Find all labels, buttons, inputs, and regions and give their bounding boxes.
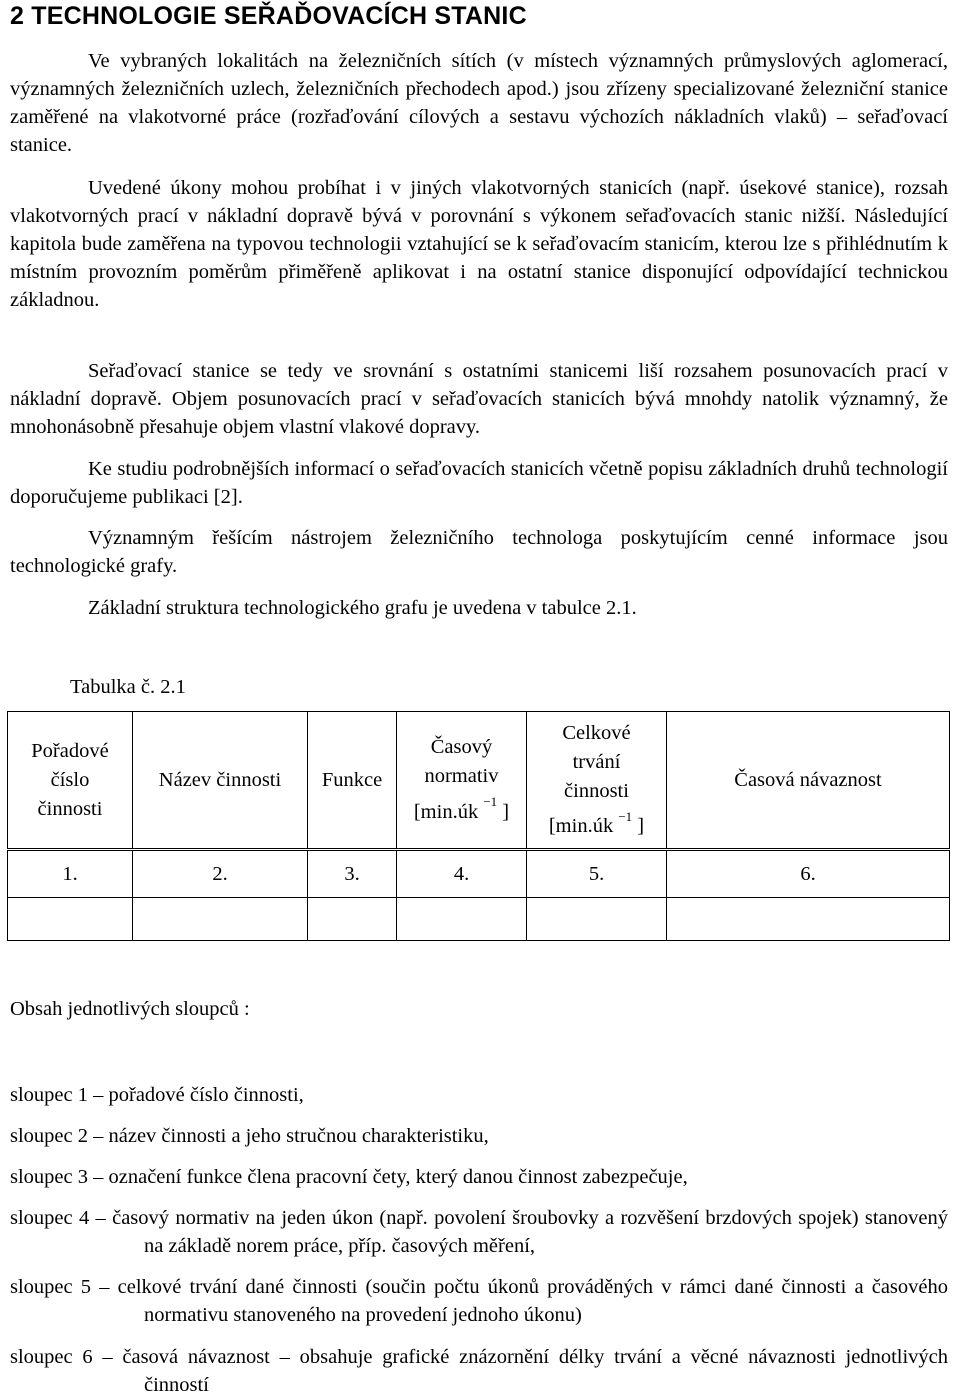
header-time-norm: Časový normativ [min.úk $^{-1}$ ] [397,712,527,850]
unit-min-per-action: [min.úk $^{-1}$ ] [413,794,510,823]
paragraph-graphs: Významným řešícím nástrojem železničního technologa poskytujícím cenné informace jsou technologické grafy. [10,527,948,577]
list-item: sloupec 2 – název činnosti a jeho stručnou charakteristiku, [10,1125,489,1147]
columns-section-title: Obsah jednotlivých sloupců : [10,998,250,1020]
list-item: sloupec 5 – celkové trvání dané činnosti (součin počtu úkonů prováděných v rámci dané činnosti a časového normativu stanoveného na provedení jednoho úkonu) [10,1276,948,1326]
paragraph-shunting-volume: Seřaďovací stanice se tedy ve srovnání s ostatními stanicemi liší rozsahem posunovacích prací v nákladní dopravě. Objem posunovacích prací v seřaďovacích stanicích bývá mnohdy natolik významný, že mnohonásobně přesahuje objem vlastní vlakové dopravy. [10,360,948,438]
table-cell [8,898,133,941]
table-header-row [8,712,950,850]
table-caption: Tabulka č. 2.1 [70,676,186,698]
header-activity-name: Název činnosti [133,712,308,850]
column-number: 1. [8,850,133,898]
list-item: sloupec 3 – označení funkce člena pracovní čety, který danou činnost zabezpečuje, [10,1166,688,1188]
table-cell [397,898,527,941]
table-cell [667,898,950,941]
column-number: 2. [133,850,308,898]
paragraph-intro: Ve vybraných lokalitách na železničních sítích (v místech významných průmyslových aglomerací, významných železničních uzlech, železničních přechodech apod.) jsou zřízeny specializované železniční stanice zaměřené na vlakotvorné práce (rozřaďování cílových a sestavu výchozích nákladních vlaků) – seřaďovací stanice. [10,50,948,156]
header-order-number: Pořadové číslo činnosti [8,712,133,850]
table-cell [133,898,308,941]
paragraph-other-stations: Uvedené úkony mohou probíhat i v jiných vlakotvorných stanicích (např. úsekové stanice), rozsah vlakotvorných prací v nákladní dopravě bývá v porovnání s výkonem seřaďovacích stanic nižší. Následující kapitola bude zaměřena na typovou technologii vztahující se k seřaďovacím stanicím, kterou lze s přihlédnutím k místním provozním poměrům přiměřeně aplikovat i na ostatní stanice disponující odpovídající technickou základnou. [10,177,948,311]
table-cell [308,898,397,941]
column-number: 3. [308,850,397,898]
list-item: sloupec 1 – pořadové číslo činnosti, [10,1084,304,1106]
technology-graph-table [7,711,950,941]
paragraph-table-intro: Základní struktura technologického grafu je uvedena v tabulce 2.1. [88,597,637,619]
table-number-row [8,850,950,898]
table-empty-row [8,898,950,941]
list-item: sloupec 6 – časová návaznost – obsahuje grafické znázornění délky trvání a věcné návaznosti jednotlivých činností [10,1346,948,1396]
section-heading: 2 TECHNOLOGIE SEŘAĎOVACÍCH STANIC [10,2,527,30]
paragraph-reference: Ke studiu podrobnějších informací o seřaďovacích stanicích včetně popisu základních druhů technologií doporučujeme publikaci [2]. [10,458,948,508]
header-function: Funkce [308,712,397,850]
column-number: 4. [397,850,527,898]
table-cell [527,898,667,941]
unit-min-per-action: [min.úk $^{-1}$ ] [548,808,645,838]
header-time-sequence: Časová návaznost [667,712,950,850]
column-number: 5. [527,850,667,898]
header-total-duration: Celkové trvání činnosti [min.úk $^{-1}$ ] [527,712,667,850]
list-item: sloupec 4 – časový normativ na jeden úkon (např. povolení šroubovky a rozvěšení brzdových spojek) stanovený na základě norem práce, příp. časových měření, [10,1207,948,1257]
column-number: 6. [667,850,950,898]
